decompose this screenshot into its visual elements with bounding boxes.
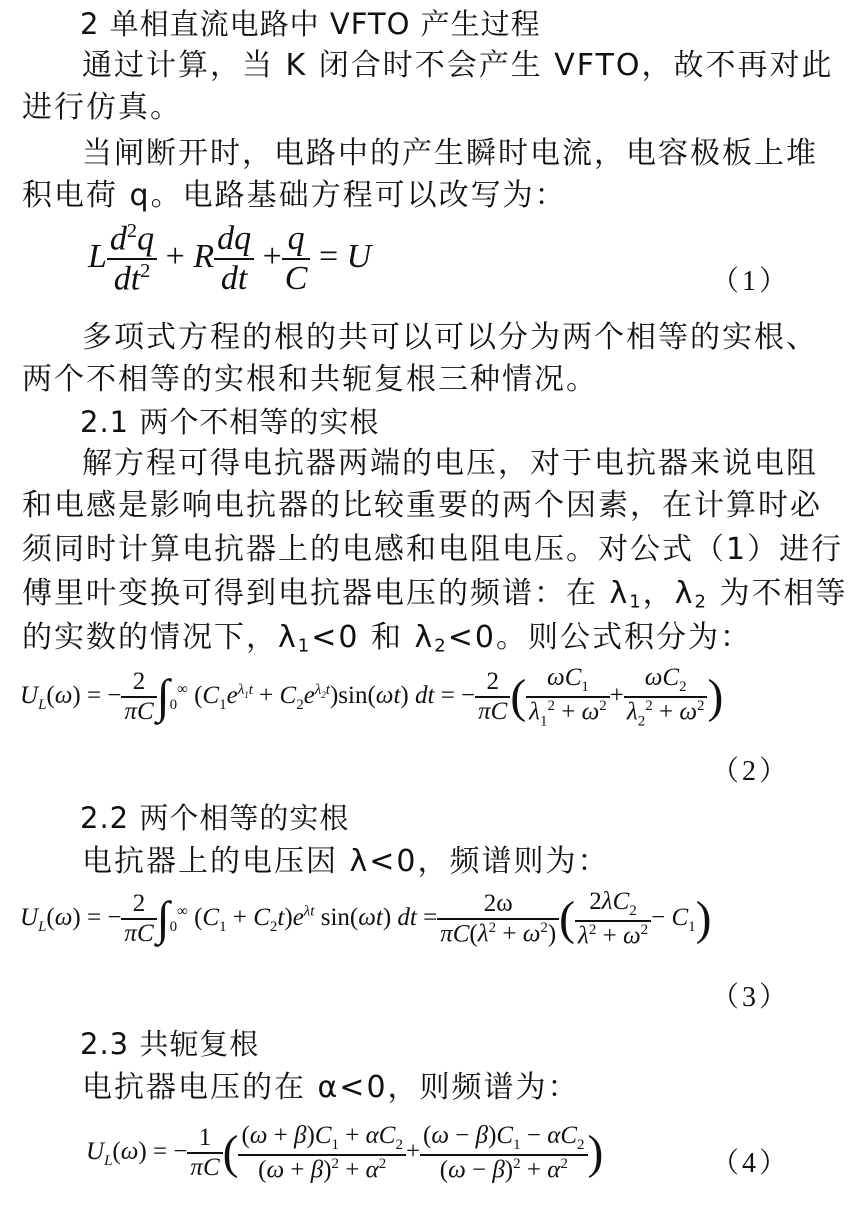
paragraph-1-line-2: 进行仿真。	[22, 90, 182, 125]
paragraph-3-line-2: 两个不相等的实根和共轭复根三种情况。	[22, 362, 598, 397]
equation-1: L $\frac{d^2q}{dt^2}$ + R $\frac{dq}{dt}$ + $\frac{q}{C}$ = U	[88, 220, 372, 298]
section-heading-2: 2 单相直流电路中 VFTO 产生过程	[80, 7, 541, 41]
equation-2: $U_L(\omega)$ = − $\frac{2}{\pi C}$ $\int_0^\infty$ $(C_1e^{\lambda_1t} + C_2e^{\lambda_2t})\sin(\omega t)$ dt = − $\frac{2}{\pi C}$ ( $\frac{\omega C_1}{\lambda_1^2 + \omega^2}$ + $\frac{\omega C_2}{\lambda_2^2 + \omega^2}$ )	[20, 664, 724, 730]
paragraph-2-line-1: 当闸断开时，电路中的产生瞬时电流，电容极板上堆	[82, 136, 818, 171]
paragraph-4-line-3: 须同时计算电抗器上的电感和电阻电压。对公式（1）进行	[22, 532, 844, 567]
paragraph-3-line-1: 多项式方程的根的共可以可以分为两个相等的实根、	[82, 320, 818, 355]
equation-2-number: （2）	[710, 756, 790, 787]
paragraph-4-line-2: 和电感是影响电抗器的比较重要的两个因素，在计算时必	[22, 488, 822, 523]
equation-3: $U_L(\omega)$ = − $\frac{2}{\pi C}$ $\int_0^\infty$ $(C_1 + C_2t)e^{\lambda t}$ sin(ωt) dt = $\frac{2\omega}{\pi C(\lambda^2 + \omega^2)}$ ( $\frac{2\lambda C_2}{\lambda^2 + \omega^2}$ − $C_1$)	[20, 888, 712, 950]
equation-4-number: （4）	[710, 1148, 790, 1179]
section-heading-2-3: 2.3 共轭复根	[80, 1027, 260, 1061]
equation-1-number: （1）	[710, 266, 790, 297]
paragraph-2-line-2: 积电荷 q。电路基础方程可以改写为：	[22, 178, 567, 213]
paragraph-4-line-1: 解方程可得电抗器两端的电压，对于电抗器来说电阻	[82, 446, 818, 481]
paragraph-6-line-1: 电抗器电压的在 α<0，则频谱为：	[82, 1070, 580, 1105]
section-heading-2-2: 2.2 两个相等的实根	[80, 801, 350, 835]
equation-4: $U_L(\omega)$ = − $\frac{1}{\pi C}$ ( $\frac{(\omega + \beta)C_1 + \alpha C_2}{(\omega + \beta)^2 + \alpha^2}$ + $\frac{(\omega - \beta)C_1 - \alpha C_2}{(\omega - \beta)^2 + \alpha^2}$ )	[86, 1122, 604, 1184]
paragraph-1-line-1: 通过计算，当 K 闭合时不会产生 VFTO，故不再对此	[82, 48, 834, 83]
paragraph-4-line-4: 傅里叶变换可得到电抗器电压的频谱：在 $\lambda_1$，$\lambda_2$ 为不相等	[22, 576, 848, 613]
equation-3-number: （3）	[710, 982, 790, 1013]
paragraph-4-line-5: 的实数的情况下，$\lambda_1<0$ 和 $\lambda_2<0$。则公式积分为：	[22, 620, 752, 657]
paragraph-5-line-1: 电抗器上的电压因 λ<0，频谱则为：	[82, 844, 610, 879]
section-heading-2-1: 2.1 两个不相等的实根	[80, 405, 380, 439]
